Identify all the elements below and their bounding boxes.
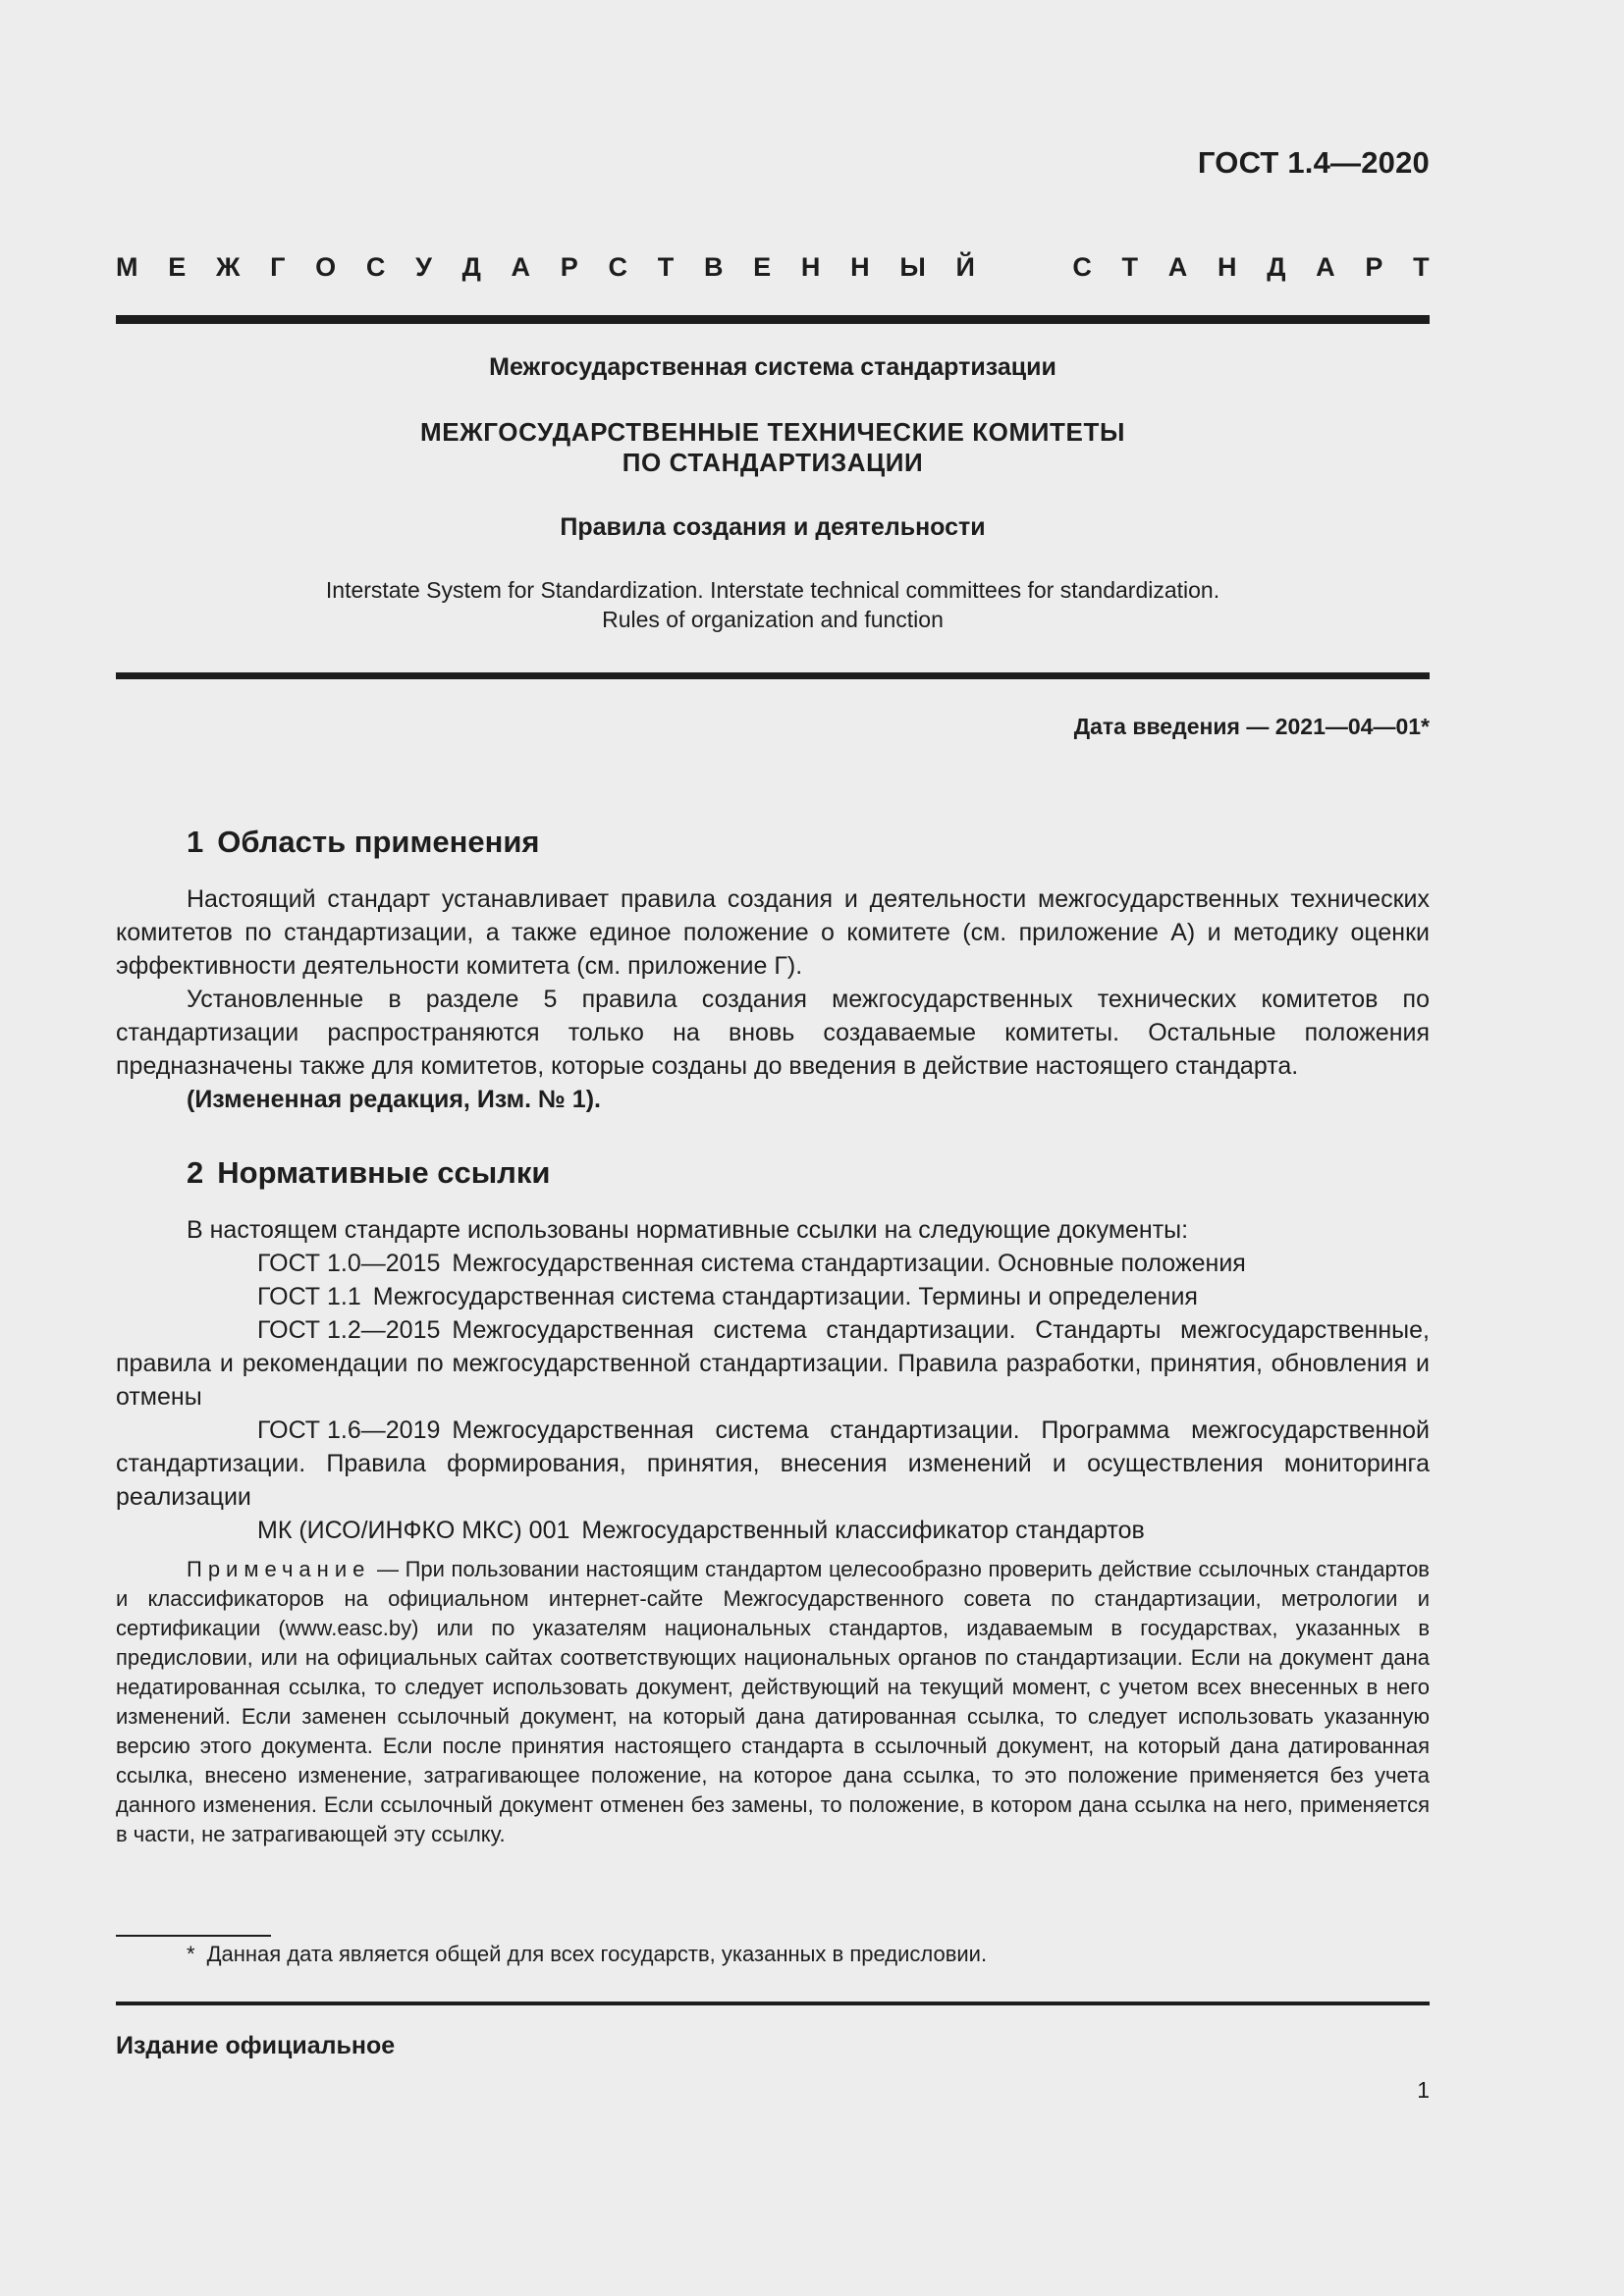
standard-type-letter: В (703, 252, 724, 282)
footnote-marker: * (187, 1942, 195, 1966)
main-title (116, 417, 1430, 478)
standard-type-letter: Р (560, 252, 578, 282)
section-number: 2 (187, 1155, 204, 1190)
paragraph: В настоящем стандарте использованы нормативные ссылки на следующие документы: (187, 1216, 1189, 1244)
section-2-heading (187, 1155, 550, 1191)
standard-type-letter: Т (1121, 252, 1139, 282)
section-number: 1 (187, 825, 204, 859)
section-title: Нормативные ссылки (217, 1155, 551, 1190)
standard-type-letter: Е (168, 252, 187, 282)
standard-type-letter: А (1316, 252, 1335, 282)
reference-code: ГОСТ 1.6—2019 (257, 1416, 441, 1444)
section-2-body (116, 1213, 1430, 1547)
reference-text: Межгосударственная система стандартизации. Программа межгосударственной стандартизации. Правила формирования, принятия, внесения изменений и осуществления мониторинга реализации (116, 1416, 1430, 1511)
note-text: — При пользовании настоящим стандартом целесообразно проверить действие ссылочных стандартов и классификаторов на официальном интернет-сайте Межгосударственного совета по стандартизации, метрологии и сертификации (www.easc.by) или по указателям национальных стандартов, издаваемым в государствах, указанных в предисловии, или на официальных сайтах соответствующих национальных органов по стандартизации. Если на документ дана недатированная ссылка, то следует использовать документ, действующий на текущий момент, с учетом всех внесенных в него изменений. Если заменен ссылочный документ, на который дана датированная ссылка, то следует использовать указанную версию этого документа. Если после принятия настоящего стандарта в ссылочный документ, на который дана датированная ссылка, внесено изменение, затрагивающее положение, на которое дана ссылка, то это положение применяется без учета данного изменения. Если ссылочный документ отменен без замены, то положение, в котором дана ссылка на него, применяется в части, не затрагивающей эту ссылку. (116, 1557, 1430, 1846)
standard-type-letter: О (315, 252, 337, 282)
standard-type-letter: С (1072, 252, 1092, 282)
standard-type-letter: Н (800, 252, 821, 282)
footnote-separator (116, 1935, 271, 1937)
document-number: ГОСТ 1.4—2020 (1197, 145, 1430, 180)
standard-type-letter: Ж (215, 252, 241, 282)
note-paragraph (116, 1555, 1430, 1849)
reference-item (116, 1414, 1430, 1514)
reference-item (116, 1313, 1430, 1414)
standard-type-letter: С (608, 252, 627, 282)
standard-type-letter: Р (1365, 252, 1383, 282)
section-1-body (116, 882, 1430, 1116)
top-divider (116, 315, 1430, 324)
reference-code: ГОСТ 1.0—2015 (257, 1250, 441, 1277)
bottom-divider (116, 2002, 1430, 2005)
standard-type-letter: Г (270, 252, 286, 282)
subtitle: Правила создания и деятельности (560, 513, 986, 541)
standard-type-letter: Й (955, 252, 975, 282)
reference-code: ГОСТ 1.2—2015 (257, 1316, 441, 1344)
section-title: Область применения (217, 825, 540, 859)
footnote (187, 1942, 987, 1967)
reference-text: Межгосударственная система стандартизации. Основные положения (452, 1250, 1246, 1277)
reference-text: Межгосударственный классификатор стандартов (581, 1517, 1145, 1544)
page-number: 1 (1417, 2077, 1430, 2103)
footnote-text: Данная дата является общей для всех государств, указанных в предисловии. (206, 1942, 988, 1966)
reference-item (116, 1514, 1430, 1547)
standard-type-letter: М (116, 252, 138, 282)
section-1-heading (187, 825, 540, 860)
standard-type-letter: Н (1217, 252, 1237, 282)
system-name: Межгосударственная система стандартизации (489, 353, 1056, 381)
introduction-date: Дата введения — 2021—04—01* (1073, 714, 1430, 739)
paragraph: Установленные в разделе 5 правила создания межгосударственных технических комитетов по стандартизации распространяются только на вновь создаваемые комитеты. Остальные положения предназначены также для комитетов, которые созданы до введения в действие настоящего стандарта. (116, 986, 1430, 1080)
standard-type-letter: Т (1413, 252, 1430, 282)
standard-type-letter: Д (461, 252, 481, 282)
reference-item (116, 1247, 1430, 1280)
standard-type-letter: У (415, 252, 432, 282)
standard-type-letter: Т (657, 252, 675, 282)
standard-type-letter: Ы (899, 252, 926, 282)
standard-type-letter: А (1167, 252, 1188, 282)
reference-code: МК (ИСО/ИНФКО МКС) 001 (257, 1517, 570, 1544)
reference-item (116, 1280, 1430, 1313)
document-page (116, 0, 1430, 2296)
standard-type-letter: С (365, 252, 386, 282)
main-title-line: МЕЖГОСУДАРСТВЕННЫЕ ТЕХНИЧЕСКИЕ КОМИТЕТЫ (419, 417, 1126, 447)
title-divider (116, 672, 1430, 679)
standard-type-letter: Е (753, 252, 772, 282)
standard-type-title (116, 252, 1430, 286)
amendment-note: (Измененная редакция, Изм. № 1). (187, 1086, 601, 1113)
standard-type-letter: Д (1267, 252, 1286, 282)
standard-type-letter: А (511, 252, 531, 282)
paragraph: Настоящий стандарт устанавливает правила создания и деятельности межгосударственных технических комитетов по стандартизации, а также единое положение о комитете (см. приложение А) и методику оценки эффективности деятельности комитета (см. приложение Г). (116, 885, 1430, 980)
word-gap (1005, 252, 1043, 286)
reference-text: Межгосударственная система стандартизации. Стандарты межгосударственные, правила и рекомендации по межгосударственной стандартизации. Правила разработки, принятия, обновления и отмены (116, 1316, 1430, 1411)
reference-code: ГОСТ 1.1 (257, 1283, 361, 1310)
note-label: Примечание (187, 1557, 371, 1581)
edition-label: Издание официальное (116, 2032, 396, 2059)
english-title-line: Rules of organization and function (602, 607, 944, 632)
english-title-line: Interstate System for Standardization. Interstate technical committees for standardization. (325, 577, 1220, 603)
reference-text: Межгосударственная система стандартизации. Термины и определения (372, 1283, 1198, 1310)
main-title-line: ПО СТАНДАРТИЗАЦИИ (622, 448, 924, 477)
english-title (116, 575, 1430, 634)
standard-type-letter: Н (850, 252, 870, 282)
